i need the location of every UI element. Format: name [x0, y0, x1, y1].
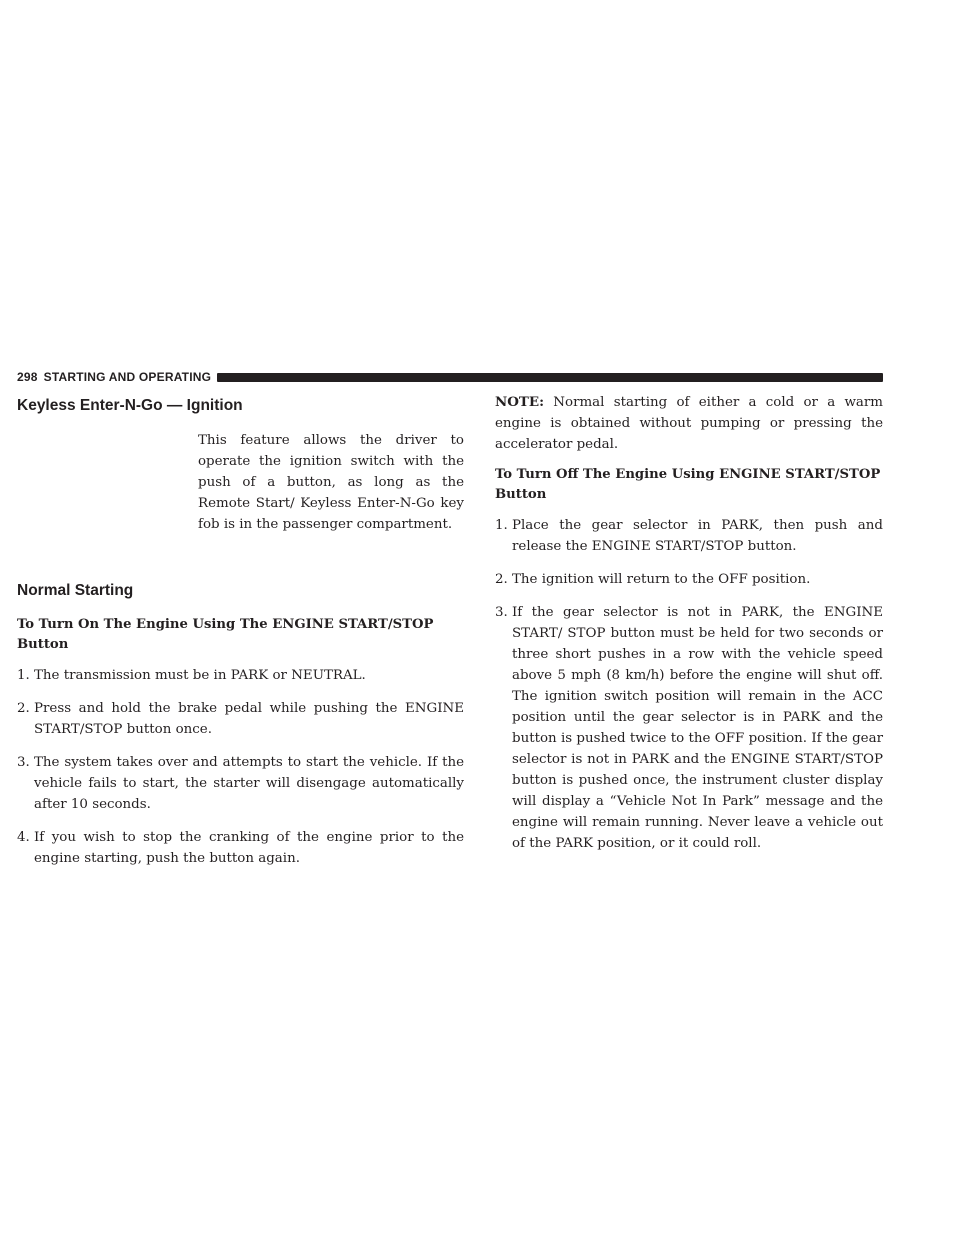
- intro-paragraph: This feature allows the driver to operate the ignition switch with the push of a button, as long as the Remote Start/ Keyless Enter-N-Go key fob is in the passenger compartment.: [198, 433, 464, 532]
- list-item: [17, 752, 464, 815]
- step-text: If the gear selector is not in PARK, the ENGINE START/ STOP button must be held for two seconds or three short pushes in a row with the vehicle speed above 5 mph (8 km/h) before the engine will shut off. The ignition switch position will remain in the ACC position until the gear selector is in PARK and the button is pushed twice to the OFF position. If the gear selector is not in PARK and the ENGINE START/STOP button is pushed once, the instrument cluster display will display a “Vehicle Not In Park” message and the engine will remain running. Never leave a vehicle out of the PARK position, or it could roll.: [512, 605, 883, 851]
- step-number: 2.: [495, 572, 508, 587]
- step-text: If you wish to stop the cranking of the engine prior to the engine starting, push the button again.: [34, 830, 464, 866]
- step-number: 1.: [495, 518, 508, 533]
- step-text: Place the gear selector in PARK, then push and release the ENGINE START/STOP button.: [512, 518, 883, 554]
- procedure-title-turn-on: To Turn On The Engine Using The ENGINE START/STOP Button: [17, 617, 434, 652]
- list-item: [495, 602, 883, 854]
- step-text: The ignition will return to the OFF position.: [512, 572, 811, 587]
- right-column: [495, 392, 883, 854]
- step-number: 3.: [495, 605, 508, 620]
- page-header: [17, 370, 883, 384]
- list-item: [17, 698, 464, 740]
- left-column: [17, 392, 464, 869]
- turn-off-steps: [495, 515, 883, 854]
- step-number: 1.: [17, 668, 30, 683]
- step-number: 4.: [17, 830, 30, 845]
- page-number: 298: [17, 370, 38, 384]
- turn-on-steps: [17, 665, 464, 869]
- step-number: 3.: [17, 755, 30, 770]
- list-item: [495, 515, 883, 557]
- header-rule: [217, 373, 883, 382]
- subheading-normal-starting: Normal Starting: [17, 582, 134, 599]
- note-label: NOTE:: [495, 394, 545, 410]
- step-text: The transmission must be in PARK or NEUTRAL.: [34, 668, 366, 683]
- step-text: Press and hold the brake pedal while pushing the ENGINE START/STOP button once.: [34, 701, 464, 737]
- note-text: Normal starting of either a cold or a warm engine is obtained without pumping or pressing the accelerator pedal.: [495, 395, 883, 452]
- step-text: The system takes over and attempts to start the vehicle. If the vehicle fails to start, the starter will disengage automatically after 10 seconds.: [34, 755, 464, 812]
- list-item: [17, 665, 464, 686]
- list-item: [495, 569, 883, 590]
- step-number: 2.: [17, 701, 30, 716]
- list-item: [17, 827, 464, 869]
- note-paragraph: [495, 392, 883, 455]
- section-title: STARTING AND OPERATING: [43, 370, 212, 384]
- procedure-title-turn-off: To Turn Off The Engine Using ENGINE START/STOP Button: [495, 467, 881, 502]
- section-heading: Keyless Enter-N-Go — Ignition: [17, 397, 243, 414]
